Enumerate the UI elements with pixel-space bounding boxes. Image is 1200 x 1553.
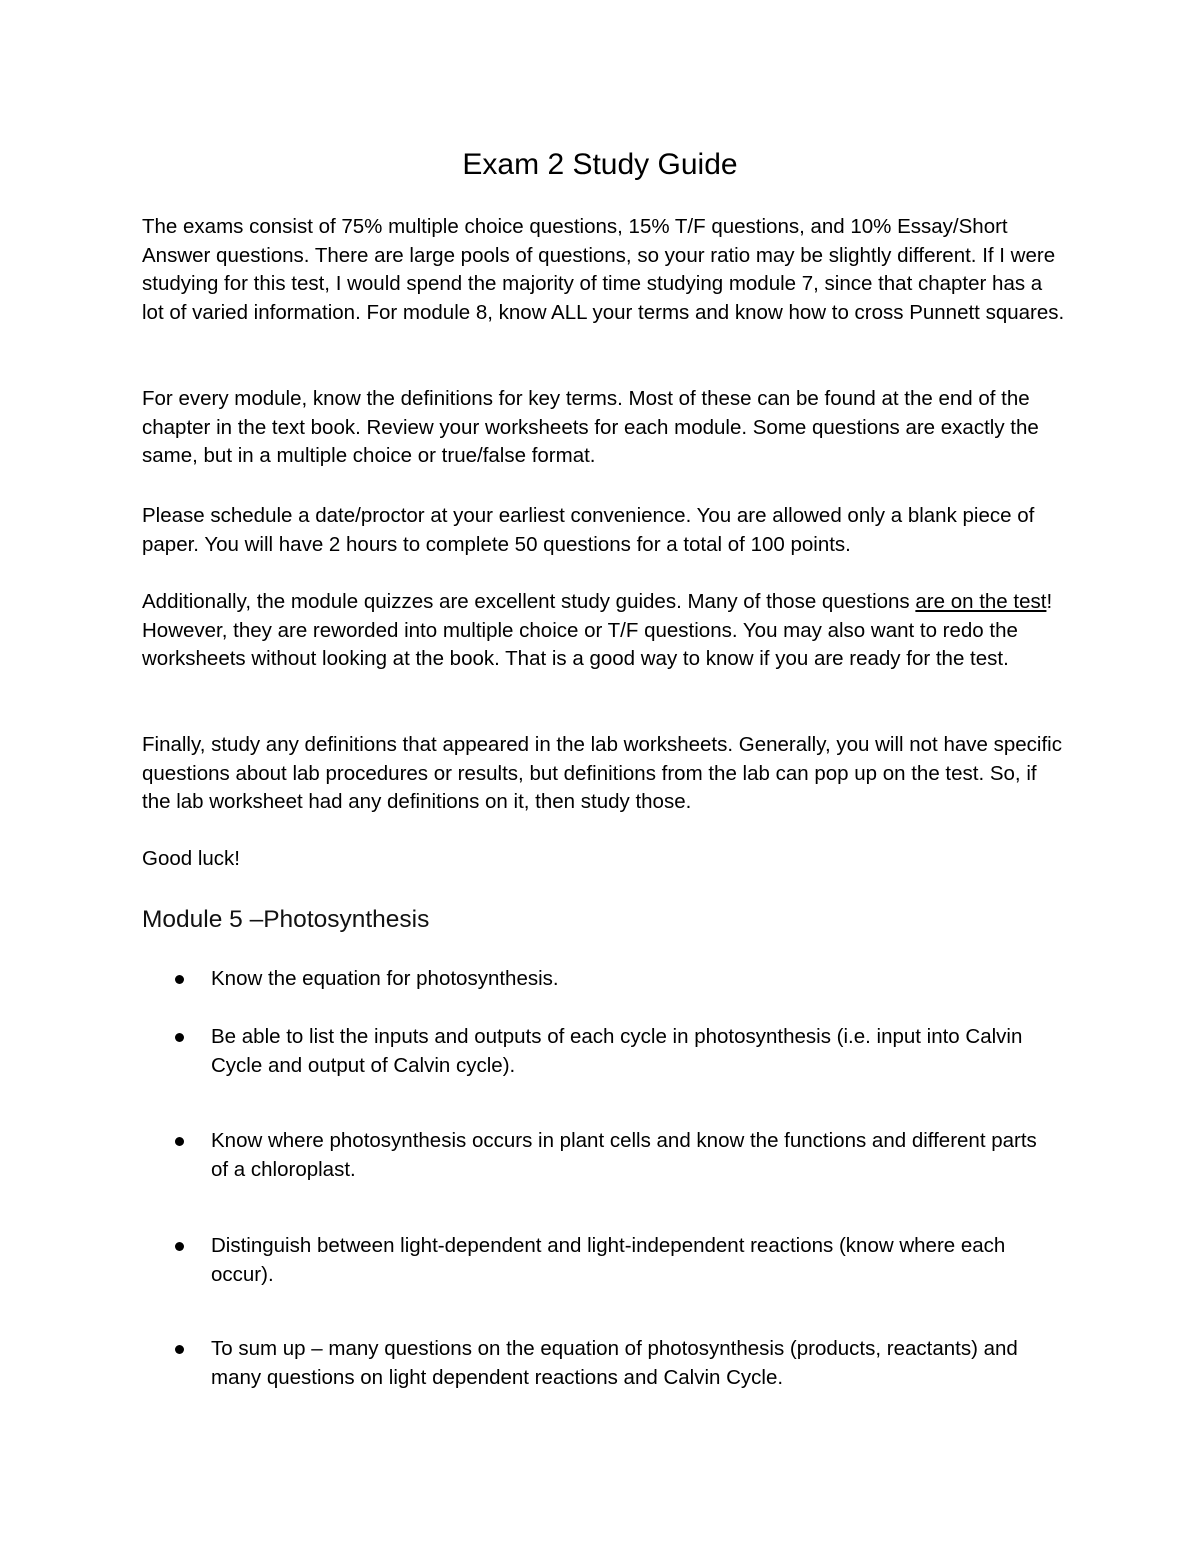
module-5-heading: Module 5 –Photosynthesis (142, 906, 430, 933)
quizzes-paragraph (142, 588, 1067, 674)
bullet-icon (175, 1345, 184, 1354)
good-luck-text: Good luck! (142, 847, 240, 870)
bullet-icon (175, 975, 184, 984)
quizzes-text-end: ! However, they are reworded into multiple choice or T/F questions. You may also want to redo the worksheets without looking at the book. That is a good way to know if you are ready for the test. (142, 590, 1053, 671)
intro-paragraph: The exams consist of 75% multiple choice questions, 15% T/F questions, and 10% Essay/Short Answer questions. There are large pools of questions, so your ratio may be slightly different. If I were studying for this test, I would spend the majority of time studying module 7, since that chapter has a lot of varied information. For module 8, know ALL your terms and know how to cross Punnett squares. (142, 215, 1065, 325)
bullet-text: Know where photosynthesis occurs in plant cells and know the functions and different parts of a chloroplast. (211, 1129, 1037, 1181)
quizzes-text-start: Additionally, the module quizzes are excellent study guides. Many of those questions (142, 590, 916, 613)
underlined-phrase: are on the test (915, 590, 1047, 613)
bullet-icon (175, 1033, 184, 1042)
key-terms-paragraph: For every module, know the definitions for key terms. Most of these can be found at the end of the chapter in the text book. Review your worksheets for each module. Some questions are exactly the same, but in a multiple choice or true/false format. (142, 387, 1039, 468)
scheduling-paragraph: Please schedule a date/proctor at your earliest convenience. You are allowed only a blank piece of paper. You will have 2 hours to complete 50 questions for a total of 100 points. (142, 504, 1035, 556)
bullet-text: Know the equation for photosynthesis. (211, 967, 559, 990)
bullet-text: To sum up – many questions on the equation of photosynthesis (products, reactants) and many questions on light dependent reactions and Calvin Cycle. (211, 1337, 1018, 1389)
bullet-icon (175, 1137, 184, 1146)
page-title: Exam 2 Study Guide (462, 148, 738, 181)
bullet-text: Be able to list the inputs and outputs of each cycle in photosynthesis (i.e. input into Calvin Cycle and output of Calvin cycle). (211, 1025, 1023, 1077)
bullet-icon (175, 1242, 184, 1251)
bullet-text: Distinguish between light-dependent and light-independent reactions (know where each occur). (211, 1234, 1006, 1286)
lab-definitions-paragraph: Finally, study any definitions that appeared in the lab worksheets. Generally, you will not have specific questions about lab procedures or results, but definitions from the lab can pop up on the test. So, if the lab worksheet had any definitions on it, then study those. (142, 733, 1062, 814)
